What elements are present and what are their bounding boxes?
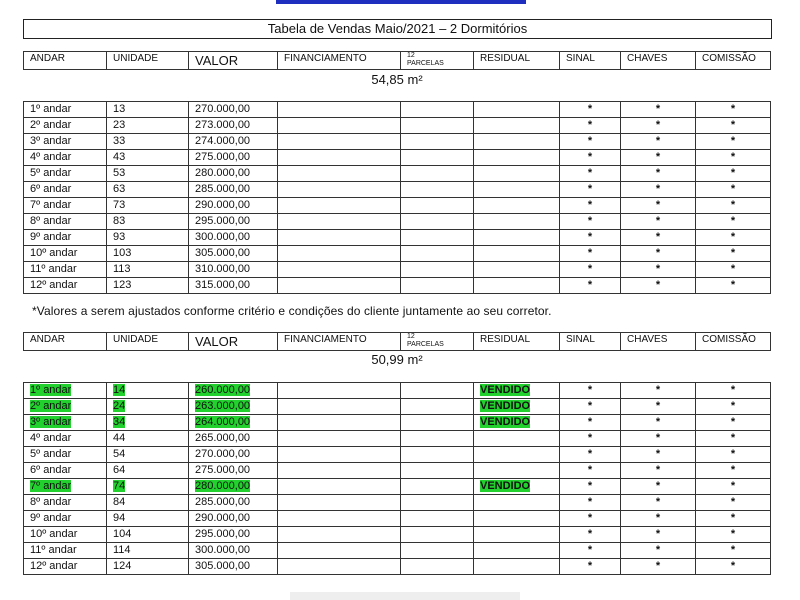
financiamento-cell — [278, 134, 401, 150]
table-row — [24, 399, 771, 415]
chaves-cell: * — [621, 479, 696, 495]
sold-highlight: 260.000,00 — [195, 384, 251, 396]
financiamento-cell — [278, 527, 401, 543]
col-comissao: COMISSÃO — [696, 52, 771, 70]
table-row — [24, 182, 771, 198]
andar-cell: 12º andar — [24, 559, 107, 575]
table-row — [24, 262, 771, 278]
residual-cell — [474, 559, 560, 575]
parcelas-cell — [401, 383, 474, 399]
table-row — [24, 447, 771, 463]
sold-badge: VENDIDO — [480, 416, 531, 428]
andar-cell — [24, 415, 107, 431]
sinal-cell: * — [560, 431, 621, 447]
sinal-cell: * — [560, 182, 621, 198]
sold-highlight: 7º andar — [30, 480, 72, 492]
chaves-cell: * — [621, 262, 696, 278]
chaves-cell: * — [621, 214, 696, 230]
parcelas-num: 12 — [407, 52, 415, 59]
financiamento-cell — [278, 383, 401, 399]
andar-cell: 12º andar — [24, 278, 107, 294]
comissao-cell: * — [696, 527, 771, 543]
parcelas-cell — [401, 527, 474, 543]
table-row — [24, 118, 771, 134]
residual-cell — [474, 262, 560, 278]
table-row — [24, 431, 771, 447]
parcelas-cell — [401, 246, 474, 262]
andar-cell: 4º andar — [24, 150, 107, 166]
sinal-cell: * — [560, 511, 621, 527]
sold-highlight: 74 — [113, 480, 126, 492]
financiamento-cell — [278, 463, 401, 479]
parcelas-cell — [401, 214, 474, 230]
residual-cell — [474, 214, 560, 230]
parcelas-cell — [401, 134, 474, 150]
financiamento-cell — [278, 246, 401, 262]
parcelas-cell — [401, 166, 474, 182]
col-unidade: UNIDADE — [107, 52, 189, 70]
chaves-cell: * — [621, 134, 696, 150]
sold-highlight: 263.000,00 — [195, 400, 251, 412]
sinal-cell: * — [560, 463, 621, 479]
financiamento-cell — [278, 166, 401, 182]
unidade-cell: 84 — [107, 495, 189, 511]
chaves-cell: * — [621, 150, 696, 166]
financiamento-cell — [278, 278, 401, 294]
col-chaves: CHAVES — [621, 333, 696, 351]
unidade-cell: 63 — [107, 182, 189, 198]
sinal-cell: * — [560, 415, 621, 431]
parcelas-cell — [401, 198, 474, 214]
col-sinal: SINAL — [560, 333, 621, 351]
comissao-cell: * — [696, 559, 771, 575]
parcelas-label: PARCELAS — [407, 341, 444, 348]
table-header-1 — [23, 51, 771, 70]
col-unidade: UNIDADE — [107, 333, 189, 351]
residual-cell — [474, 543, 560, 559]
unidade-cell: 114 — [107, 543, 189, 559]
comissao-cell: * — [696, 166, 771, 182]
financiamento-cell — [278, 182, 401, 198]
chaves-cell: * — [621, 495, 696, 511]
col-comissao: COMISSÃO — [696, 333, 771, 351]
unidade-cell: 124 — [107, 559, 189, 575]
andar-cell: 5º andar — [24, 447, 107, 463]
valor-cell: 310.000,00 — [189, 262, 278, 278]
footnote: *Valores a serem ajustados conforme critério e condições do cliente juntamente ao seu corretor. — [32, 304, 552, 318]
table-row — [24, 495, 771, 511]
unidade-cell — [107, 415, 189, 431]
valor-cell: 265.000,00 — [189, 431, 278, 447]
unidade-cell: 94 — [107, 511, 189, 527]
chaves-cell: * — [621, 463, 696, 479]
sold-badge: VENDIDO — [480, 384, 531, 396]
table-row — [24, 543, 771, 559]
unidade-cell: 113 — [107, 262, 189, 278]
sinal-cell: * — [560, 278, 621, 294]
andar-cell: 9º andar — [24, 511, 107, 527]
unidade-cell: 54 — [107, 447, 189, 463]
col-sinal: SINAL — [560, 52, 621, 70]
table-row — [24, 214, 771, 230]
financiamento-cell — [278, 118, 401, 134]
financiamento-cell — [278, 543, 401, 559]
table-row — [24, 166, 771, 182]
andar-cell: 7º andar — [24, 198, 107, 214]
financiamento-cell — [278, 559, 401, 575]
parcelas-cell — [401, 182, 474, 198]
sold-highlight: 1º andar — [30, 384, 72, 396]
table-row — [24, 383, 771, 399]
financiamento-cell — [278, 479, 401, 495]
andar-cell: 4º andar — [24, 431, 107, 447]
chaves-cell: * — [621, 511, 696, 527]
valor-cell: 290.000,00 — [189, 511, 278, 527]
sold-highlight: 34 — [113, 416, 126, 428]
andar-cell: 10º andar — [24, 527, 107, 543]
valor-cell: 305.000,00 — [189, 246, 278, 262]
area-label-2: 50,99 m² — [371, 352, 423, 367]
residual-cell — [474, 431, 560, 447]
col-andar: ANDAR — [24, 52, 107, 70]
unidade-cell: 83 — [107, 214, 189, 230]
valor-cell: 275.000,00 — [189, 150, 278, 166]
unidade-cell: 93 — [107, 230, 189, 246]
col-valor: VALOR — [189, 52, 278, 70]
parcelas-cell — [401, 447, 474, 463]
residual-cell — [474, 198, 560, 214]
chaves-cell: * — [621, 230, 696, 246]
sinal-cell: * — [560, 383, 621, 399]
residual-cell — [474, 415, 560, 431]
comissao-cell: * — [696, 431, 771, 447]
parcelas-cell — [401, 399, 474, 415]
comissao-cell: * — [696, 102, 771, 118]
parcelas-num: 12 — [407, 333, 415, 340]
bottom-bar — [290, 592, 520, 600]
chaves-cell: * — [621, 102, 696, 118]
residual-cell — [474, 495, 560, 511]
parcelas-label: PARCELAS — [407, 60, 444, 67]
valor-cell — [189, 399, 278, 415]
residual-cell — [474, 278, 560, 294]
residual-cell — [474, 399, 560, 415]
sinal-cell: * — [560, 447, 621, 463]
parcelas-cell — [401, 559, 474, 575]
chaves-cell: * — [621, 431, 696, 447]
residual-cell — [474, 511, 560, 527]
residual-cell — [474, 166, 560, 182]
chaves-cell: * — [621, 166, 696, 182]
parcelas-cell — [401, 415, 474, 431]
sold-highlight: 2º andar — [30, 400, 72, 412]
valor-cell — [189, 479, 278, 495]
chaves-cell: * — [621, 543, 696, 559]
comissao-cell: * — [696, 118, 771, 134]
sinal-cell: * — [560, 198, 621, 214]
residual-cell — [474, 447, 560, 463]
valor-cell: 315.000,00 — [189, 278, 278, 294]
valor-cell: 300.000,00 — [189, 230, 278, 246]
comissao-cell: * — [696, 495, 771, 511]
table-row — [24, 102, 771, 118]
sinal-cell: * — [560, 527, 621, 543]
sinal-cell: * — [560, 214, 621, 230]
financiamento-cell — [278, 415, 401, 431]
andar-cell: 6º andar — [24, 463, 107, 479]
table-row — [24, 415, 771, 431]
unidade-cell: 33 — [107, 134, 189, 150]
table-row — [24, 278, 771, 294]
page-title: Tabela de Vendas Maio/2021 – 2 Dormitórios — [23, 19, 772, 39]
comissao-cell: * — [696, 134, 771, 150]
parcelas-cell — [401, 278, 474, 294]
andar-cell: 8º andar — [24, 214, 107, 230]
sinal-cell: * — [560, 246, 621, 262]
sinal-cell: * — [560, 230, 621, 246]
sinal-cell: * — [560, 118, 621, 134]
valor-cell: 300.000,00 — [189, 543, 278, 559]
sold-highlight: 3º andar — [30, 416, 72, 428]
units-table-2 — [23, 382, 771, 575]
comissao-cell: * — [696, 447, 771, 463]
financiamento-cell — [278, 198, 401, 214]
table-row — [24, 511, 771, 527]
comissao-cell: * — [696, 399, 771, 415]
table-row — [24, 150, 771, 166]
valor-cell: 285.000,00 — [189, 495, 278, 511]
comissao-cell: * — [696, 479, 771, 495]
valor-cell: 270.000,00 — [189, 102, 278, 118]
unidade-cell — [107, 479, 189, 495]
residual-cell — [474, 102, 560, 118]
unidade-cell: 64 — [107, 463, 189, 479]
table-row — [24, 198, 771, 214]
parcelas-cell — [401, 102, 474, 118]
valor-cell: 280.000,00 — [189, 166, 278, 182]
valor-cell: 275.000,00 — [189, 463, 278, 479]
unidade-cell — [107, 383, 189, 399]
parcelas-cell — [401, 511, 474, 527]
andar-cell: 11º andar — [24, 543, 107, 559]
parcelas-cell — [401, 150, 474, 166]
unidade-cell: 53 — [107, 166, 189, 182]
valor-cell: 270.000,00 — [189, 447, 278, 463]
units-table-1 — [23, 101, 771, 294]
chaves-cell: * — [621, 447, 696, 463]
valor-cell: 295.000,00 — [189, 214, 278, 230]
comissao-cell: * — [696, 150, 771, 166]
andar-cell: 5º andar — [24, 166, 107, 182]
sold-highlight: 24 — [113, 400, 126, 412]
comissao-cell: * — [696, 262, 771, 278]
residual-cell — [474, 150, 560, 166]
valor-cell: 305.000,00 — [189, 559, 278, 575]
sinal-cell: * — [560, 559, 621, 575]
residual-cell — [474, 134, 560, 150]
unidade-cell: 73 — [107, 198, 189, 214]
parcelas-cell — [401, 118, 474, 134]
unidade-cell: 23 — [107, 118, 189, 134]
sold-highlight: 264.000,00 — [195, 416, 251, 428]
unidade-cell: 13 — [107, 102, 189, 118]
chaves-cell: * — [621, 278, 696, 294]
andar-cell: 10º andar — [24, 246, 107, 262]
residual-cell — [474, 383, 560, 399]
sold-highlight: 14 — [113, 384, 126, 396]
sinal-cell: * — [560, 134, 621, 150]
chaves-cell: * — [621, 399, 696, 415]
col-parcelas — [401, 52, 474, 70]
andar-cell: 3º andar — [24, 134, 107, 150]
residual-cell — [474, 479, 560, 495]
residual-cell — [474, 182, 560, 198]
financiamento-cell — [278, 399, 401, 415]
table-row — [24, 559, 771, 575]
unidade-cell: 104 — [107, 527, 189, 543]
andar-cell — [24, 479, 107, 495]
comissao-cell: * — [696, 182, 771, 198]
andar-cell: 11º andar — [24, 262, 107, 278]
comissao-cell: * — [696, 511, 771, 527]
financiamento-cell — [278, 495, 401, 511]
residual-cell — [474, 463, 560, 479]
residual-cell — [474, 230, 560, 246]
financiamento-cell — [278, 150, 401, 166]
col-parcelas — [401, 333, 474, 351]
col-financiamento: FINANCIAMENTO — [278, 333, 401, 351]
valor-cell: 273.000,00 — [189, 118, 278, 134]
sinal-cell: * — [560, 543, 621, 559]
table-row — [24, 246, 771, 262]
sold-badge: VENDIDO — [480, 400, 531, 412]
col-andar: ANDAR — [24, 333, 107, 351]
chaves-cell: * — [621, 559, 696, 575]
comissao-cell: * — [696, 214, 771, 230]
comissao-cell: * — [696, 230, 771, 246]
residual-cell — [474, 246, 560, 262]
parcelas-cell — [401, 230, 474, 246]
table-row — [24, 463, 771, 479]
valor-cell: 290.000,00 — [189, 198, 278, 214]
financiamento-cell — [278, 431, 401, 447]
andar-cell: 8º andar — [24, 495, 107, 511]
top-link-bar — [276, 0, 526, 4]
table-header-2 — [23, 332, 771, 351]
valor-cell: 295.000,00 — [189, 527, 278, 543]
comissao-cell: * — [696, 278, 771, 294]
sinal-cell: * — [560, 166, 621, 182]
chaves-cell: * — [621, 198, 696, 214]
comissao-cell: * — [696, 415, 771, 431]
comissao-cell: * — [696, 246, 771, 262]
unidade-cell: 43 — [107, 150, 189, 166]
sinal-cell: * — [560, 479, 621, 495]
chaves-cell: * — [621, 383, 696, 399]
table-row — [24, 527, 771, 543]
sinal-cell: * — [560, 495, 621, 511]
financiamento-cell — [278, 102, 401, 118]
comissao-cell: * — [696, 383, 771, 399]
parcelas-cell — [401, 495, 474, 511]
parcelas-cell — [401, 463, 474, 479]
financiamento-cell — [278, 214, 401, 230]
parcelas-cell — [401, 262, 474, 278]
chaves-cell: * — [621, 415, 696, 431]
andar-cell: 2º andar — [24, 118, 107, 134]
residual-cell — [474, 527, 560, 543]
andar-cell: 1º andar — [24, 102, 107, 118]
valor-cell: 274.000,00 — [189, 134, 278, 150]
parcelas-cell — [401, 479, 474, 495]
col-financiamento: FINANCIAMENTO — [278, 52, 401, 70]
chaves-cell: * — [621, 182, 696, 198]
table-row — [24, 134, 771, 150]
col-residual: RESIDUAL — [474, 333, 560, 351]
sinal-cell: * — [560, 399, 621, 415]
andar-cell: 6º andar — [24, 182, 107, 198]
unidade-cell: 103 — [107, 246, 189, 262]
table-row — [24, 230, 771, 246]
valor-cell — [189, 415, 278, 431]
valor-cell — [189, 383, 278, 399]
financiamento-cell — [278, 230, 401, 246]
financiamento-cell — [278, 262, 401, 278]
financiamento-cell — [278, 511, 401, 527]
col-residual: RESIDUAL — [474, 52, 560, 70]
andar-cell — [24, 399, 107, 415]
sinal-cell: * — [560, 102, 621, 118]
andar-cell: 9º andar — [24, 230, 107, 246]
residual-cell — [474, 118, 560, 134]
andar-cell — [24, 383, 107, 399]
unidade-cell — [107, 399, 189, 415]
comissao-cell: * — [696, 463, 771, 479]
col-valor: VALOR — [189, 333, 278, 351]
valor-cell: 285.000,00 — [189, 182, 278, 198]
col-chaves: CHAVES — [621, 52, 696, 70]
chaves-cell: * — [621, 246, 696, 262]
sold-badge: VENDIDO — [480, 480, 531, 492]
comissao-cell: * — [696, 198, 771, 214]
sinal-cell: * — [560, 262, 621, 278]
parcelas-cell — [401, 543, 474, 559]
table-row — [24, 479, 771, 495]
parcelas-cell — [401, 431, 474, 447]
unidade-cell: 123 — [107, 278, 189, 294]
sinal-cell: * — [560, 150, 621, 166]
sold-highlight: 280.000,00 — [195, 480, 251, 492]
unidade-cell: 44 — [107, 431, 189, 447]
chaves-cell: * — [621, 118, 696, 134]
area-label-1: 54,85 m² — [371, 72, 423, 87]
comissao-cell: * — [696, 543, 771, 559]
chaves-cell: * — [621, 527, 696, 543]
financiamento-cell — [278, 447, 401, 463]
